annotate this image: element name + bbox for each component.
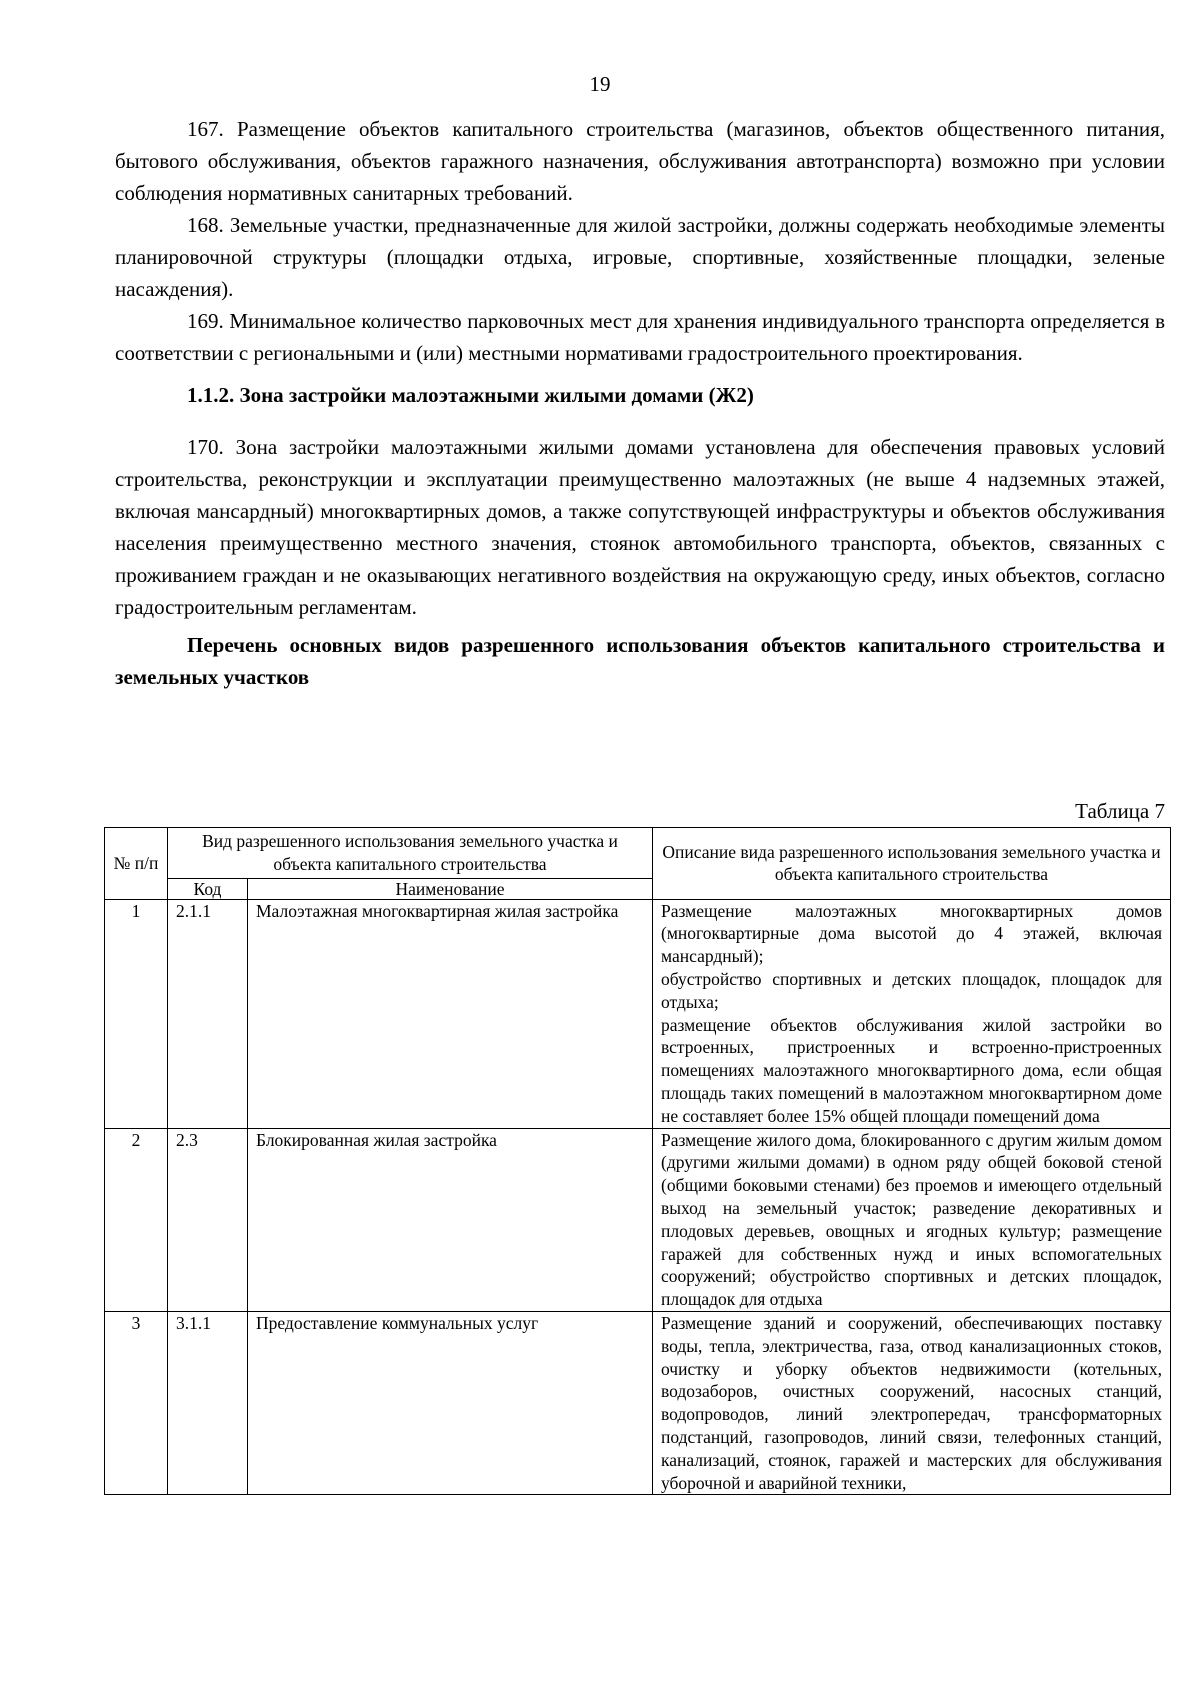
header-code: Код (168, 878, 248, 899)
paragraph-170: 170. Зона застройки малоэтажными жилыми домами установлена для обеспечения правовых условий строительства, реконструкции и эксплуатации преимущественно малоэтажных (не выше 4 надземных этажей, включая мансардный) многоквартирных домов, а также сопутствующей инфраструктуры и объектов обслуживания населения преимущественно местного значения, стоянок автомобильного транспорта, объектов, связанных с проживанием граждан и не оказывающих негативного воздействия на окружающую среду, иных объектов, согласно градостроительным регламентам. (115, 435, 1165, 619)
list-heading: Перечень основных видов разрешенного использования объектов капитального строительства и земельных участков (115, 633, 1165, 689)
description-line: Размещение малоэтажных многоквартирных домов (многоквартирные дома высотой до 4 этажей, включая мансардный); (661, 900, 1162, 967)
row-code: 3.1.1 (168, 1311, 248, 1494)
row-num: 1 (105, 899, 168, 1128)
row-name: Малоэтажная многоквартирная жилая застройка (248, 899, 653, 1128)
row-code: 2.1.1 (168, 899, 248, 1128)
description-line: Размещение зданий и сооружений, обеспечивающих поставку воды, тепла, электричества, газа, отвод канализационных стоков, очистку и уборку объектов недвижимости (котельных, водозаборов, очистных сооружений, насосных станций, водопроводов, линий электропередач, трансформаторных подстанций, газопроводов, линий связи, телефонных станций, канализаций, стоянок, гаражей и мастерских для обслуживания уборочной и аварийной техники, (661, 1312, 1162, 1493)
description-line: обустройство спортивных и детских площадок, площадок для отдыха; (661, 968, 1162, 1012)
row-code: 2.3 (168, 1128, 248, 1311)
header-group: Вид разрешенного использования земельного участка и объекта капитального строительства (168, 828, 653, 879)
table-row (105, 899, 1171, 1128)
row-num: 3 (105, 1311, 168, 1494)
page-number: 19 (589, 72, 611, 96)
row-description (653, 1311, 1171, 1494)
row-num: 2 (105, 1128, 168, 1311)
description-line: Размещение жилого дома, блокированного с другим жилым домом (другими жилыми домами) в одном ряду общей боковой стеной (общими боковыми стенами) без проемов и имеющего отдельный выход на земельный участок; разведение декоративных и плодовых деревьев, овощных и ягодных культур; размещение гаражей для собственных нужд и иных вспомогательных сооружений; обустройство спортивных и детских площадок, площадок для отдыха (661, 1129, 1162, 1310)
row-name: Блокированная жилая застройка (248, 1128, 653, 1311)
table-row (105, 1128, 1171, 1311)
subsection-heading: 1.1.2. Зона застройки малоэтажными жилыми домами (Ж2) (187, 383, 754, 407)
paragraph-169: 169. Минимальное количество парковочных мест для хранения индивидуального транспорта определяется в соответствии с региональными и (или) местными нормативами градостроительного проектирования. (115, 309, 1165, 365)
header-name: Наименование (248, 878, 653, 899)
table-header-row (105, 828, 1171, 879)
description-line: размещение объектов обслуживания жилой застройки во встроенных, пристроенных и встроенно-пристроенных помещениях малоэтажного многоквартирного дома, если общая площадь таких помещений в малоэтажном многоквартирном доме не составляет более 15% общей площади помещений дома (661, 1014, 1162, 1126)
row-description (653, 899, 1171, 1128)
row-name: Предоставление коммунальных услуг (248, 1311, 653, 1494)
land-use-table (104, 827, 1171, 1495)
table-caption: Таблица 7 (1075, 799, 1165, 823)
header-num: № п/п (105, 828, 168, 900)
header-description: Описание вида разрешенного использования земельного участка и объекта капитального строительства (653, 828, 1171, 900)
paragraph-167: 167. Размещение объектов капитального строительства (магазинов, объектов общественного питания, бытового обслуживания, объектов гаражного назначения, обслуживания автотранспорта) возможно при условии соблюдения нормативных санитарных требований. (115, 117, 1165, 205)
row-description (653, 1128, 1171, 1311)
document-body (115, 113, 1165, 693)
paragraph-168: 168. Земельные участки, предназначенные для жилой застройки, должны содержать необходимые элементы планировочной структуры (площадки отдыха, игровые, спортивные, хозяйственные площадки, зеленые насаждения). (115, 213, 1165, 301)
table-row (105, 1311, 1171, 1494)
